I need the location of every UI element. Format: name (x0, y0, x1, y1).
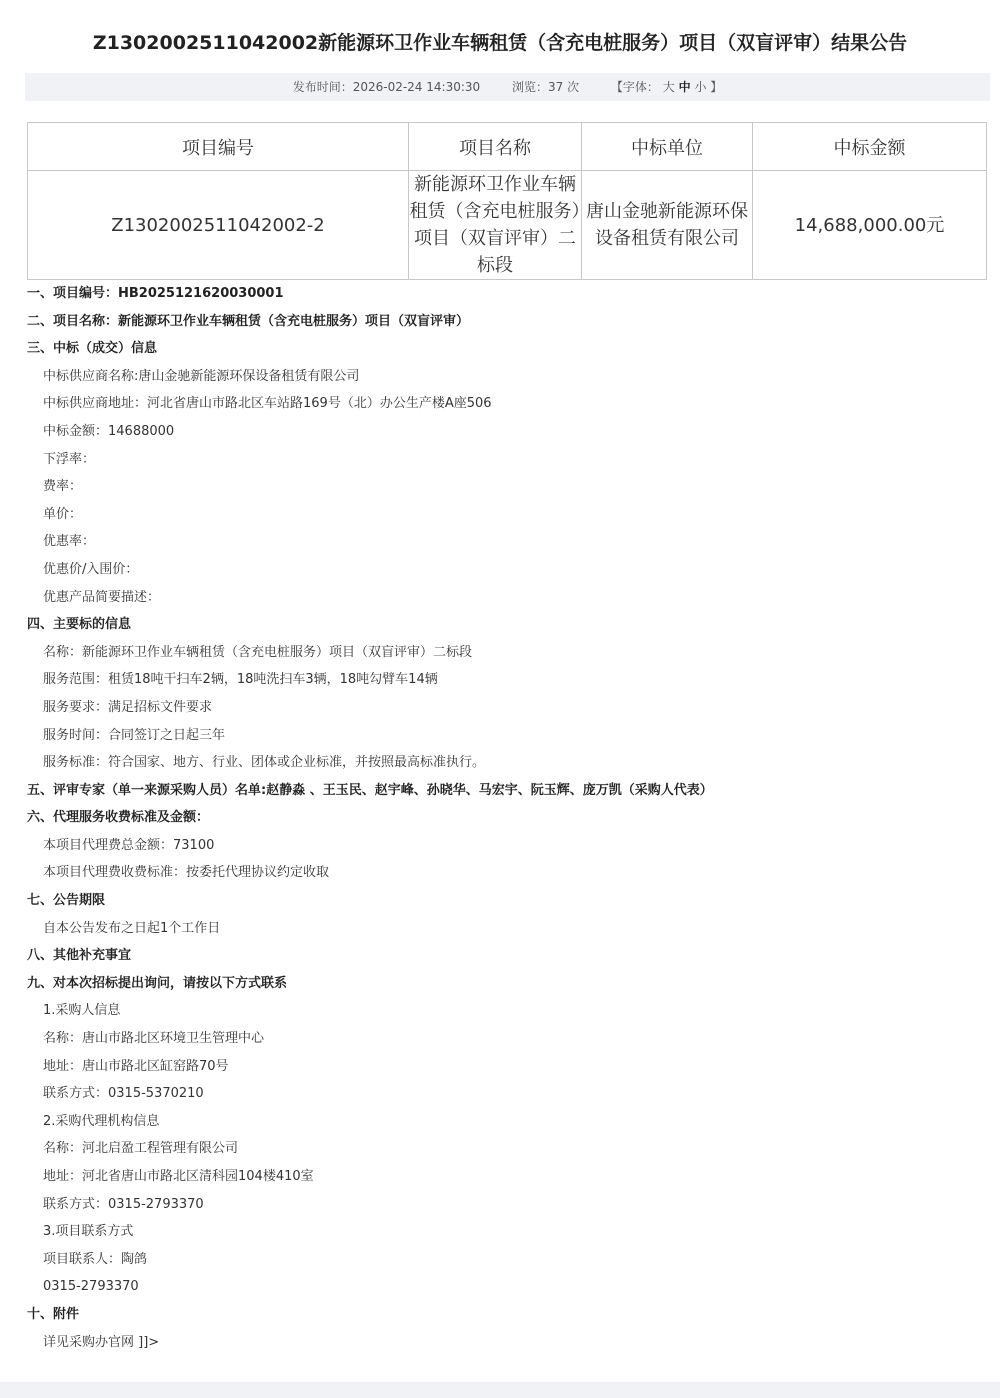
detail-line: 详见采购办官网 ]]> (43, 1334, 160, 1350)
detail-line: 1.采购人信息 (43, 1003, 121, 1019)
font-size-suffix: 】 (710, 80, 723, 94)
detail-line: 地址：唐山市路北区缸窑路70号 (43, 1058, 229, 1074)
section-heading: 五、评审专家（单一来源采购人员）名单:赵静淼 、王玉民、赵宇峰、孙晓华、马宏宇、阮玉辉、庞万凯（采购人代表） (27, 782, 713, 798)
detail-line: 联系方式：0315-2793370 (43, 1196, 204, 1212)
detail-line: 3.项目联系方式 (43, 1224, 134, 1240)
page-title: Z1302002511042002新能源环卫作业车辆租赁（含充电桩服务）项目（双盲评审）结果公告 (92, 32, 908, 54)
section-heading: 七、公告期限 (27, 893, 106, 909)
section-heading: 十、附件 (27, 1306, 80, 1322)
font-size-prefix: 【字体： (610, 80, 659, 94)
detail-line: 服务标准：符合国家、地方、行业、团体或企业标准，并按照最高标准执行。 (43, 755, 486, 771)
header-winning-bidder: 中标单位 (582, 123, 753, 171)
detail-line: 0315-2793370 (43, 1279, 139, 1295)
detail-line: 自本公告发布之日起1个工作日 (43, 920, 221, 936)
detail-line: 优惠产品简要描述： (43, 589, 161, 605)
section-heading: 四、主要标的信息 (27, 617, 132, 633)
detail-line: 中标供应商地址：河北省唐山市路北区车站路169号（北）办公生产楼A座506 (43, 396, 492, 412)
header-project-name: 项目名称 (409, 123, 582, 171)
announcement-body (27, 280, 987, 1356)
result-table (27, 122, 987, 280)
detail-line: 名称：河北启盈工程管理有限公司 (43, 1141, 239, 1157)
detail-line: 本项目代理费收费标准：按委托代理协议约定收取 (43, 865, 330, 881)
publish-time: 发布时间：2026-02-24 14:30:30 (292, 80, 481, 94)
detail-line: 2.采购代理机构信息 (43, 1113, 160, 1129)
section-heading: 八、其他补充事宜 (27, 948, 132, 964)
detail-line: 名称：唐山市路北区环境卫生管理中心 (43, 1031, 265, 1047)
detail-line: 联系方式：0315-5370210 (43, 1086, 204, 1102)
font-size-control (611, 80, 722, 94)
detail-line: 优惠价/入围价： (43, 561, 139, 577)
meta-bar (25, 73, 990, 101)
header-winning-amount: 中标金额 (753, 123, 987, 171)
detail-line: 中标金额：14688000 (43, 423, 175, 439)
cell-winning-bidder: 唐山金驰新能源环保设备租赁有限公司 (582, 171, 753, 280)
section-heading: 三、中标（成交）信息 (27, 341, 158, 357)
cell-project-name: 新能源环卫作业车辆租赁（含充电桩服务）项目（双盲评审）二标段 (409, 171, 582, 280)
detail-line: 费率： (43, 479, 83, 495)
detail-line: 服务要求：满足招标文件要求 (43, 699, 213, 715)
detail-line: 本项目代理费总金额：73100 (43, 837, 215, 853)
font-medium-label: 中 (678, 80, 691, 94)
cell-winning-amount: 14,688,000.00元 (753, 171, 987, 280)
section-heading: 六、代理服务收费标准及金额： (27, 810, 210, 826)
section-heading: 一、项目编号：HB2025121620030001 (27, 286, 284, 301)
font-large-button[interactable]: 大 (662, 80, 675, 94)
font-medium-button[interactable] (679, 80, 691, 94)
detail-line: 下浮率： (43, 451, 96, 467)
table-header-row (28, 123, 987, 171)
section-heading: 九、对本次招标提出询问，请按以下方式联系 (27, 975, 288, 991)
font-small-button[interactable]: 小 (694, 80, 707, 94)
detail-line: 服务时间：合同签订之日起三年 (43, 727, 226, 743)
detail-line: 优惠率： (43, 534, 96, 550)
table-row (28, 171, 987, 280)
detail-line: 单价： (43, 506, 83, 522)
footer-bar (0, 1382, 1000, 1398)
detail-line: 中标供应商名称:唐山金驰新能源环保设备租赁有限公司 (43, 368, 360, 384)
detail-line: 地址：河北省唐山市路北区清科园104楼410室 (43, 1169, 314, 1184)
view-count: 浏览：37 次 (511, 80, 580, 94)
detail-line: 项目联系人：陶鸽 (43, 1251, 148, 1267)
cell-project-number: Z1302002511042002-2 (28, 171, 409, 280)
section-heading: 二、项目名称：新能源环卫作业车辆租赁（含充电桩服务）项目（双盲评审） (27, 313, 470, 329)
detail-line: 名称：新能源环卫作业车辆租赁（含充电桩服务）项目（双盲评审）二标段 (43, 644, 473, 660)
header-project-number: 项目编号 (28, 123, 409, 171)
detail-line: 服务范围：租赁18吨干扫车2辆，18吨洗扫车3辆，18吨勾臂车14辆 (43, 672, 438, 688)
